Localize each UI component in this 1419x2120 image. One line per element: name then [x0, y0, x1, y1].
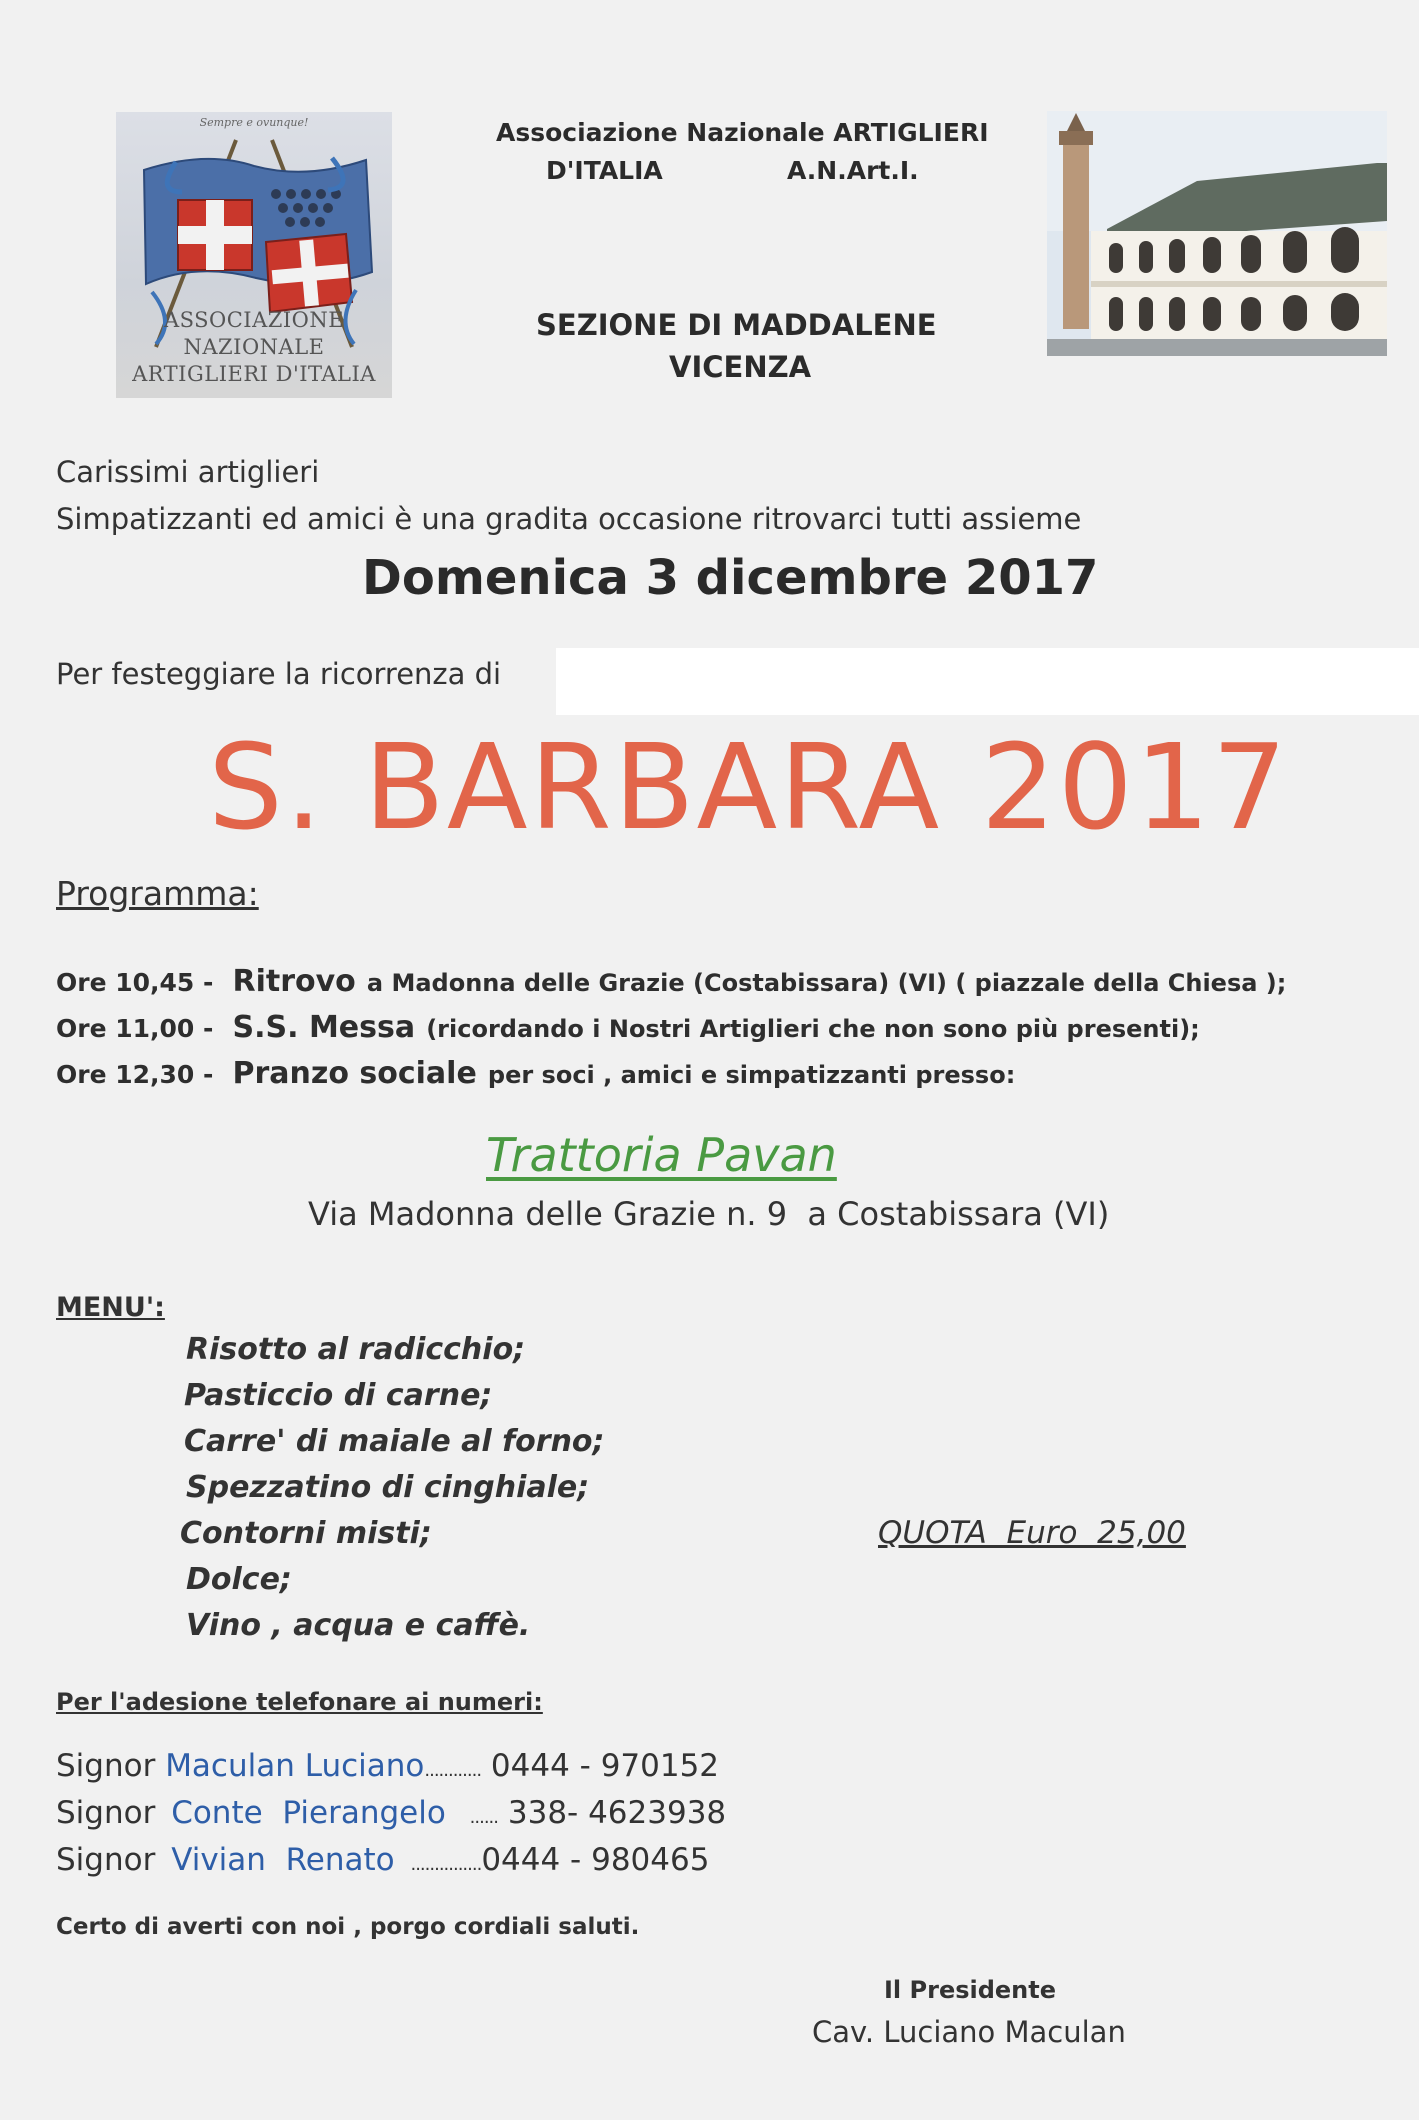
signature-name: Cav. Luciano Maculan — [812, 2015, 1126, 2049]
program-time: Ore 12,30 - — [56, 1060, 214, 1089]
program-detail: (ricordando i Nostri Artiglieri che non sono più presenti); — [426, 1015, 1200, 1043]
program-title: S.S. Messa — [232, 1010, 416, 1045]
program-heading: Programma: — [56, 874, 259, 913]
menu-heading: MENU': — [56, 1292, 165, 1323]
section-city: VICENZA — [669, 350, 812, 384]
menu-item: Vino , acqua e caffè. — [186, 1608, 531, 1643]
venue-address: Via Madonna delle Grazie n. 9 a Costabissara (VI) — [308, 1195, 1110, 1233]
logo-caption-line2: ARTIGLIERI D'ITALIA — [132, 362, 376, 386]
signature-role: Il Presidente — [884, 1976, 1057, 2004]
association-name: Associazione Nazionale ARTIGLIERI — [496, 118, 989, 147]
association-logo — [116, 112, 392, 398]
closing-text: Certo di averti con noi , porgo cordiali saluti. — [56, 1914, 640, 1940]
contacts-heading: Per l'adesione telefonare ai numeri: — [56, 1688, 543, 1716]
program-item — [56, 1056, 1015, 1091]
contact-row — [56, 1795, 726, 1831]
menu-item: Contorni misti; — [180, 1516, 432, 1551]
event-date: Domenica 3 dicembre 2017 — [362, 550, 1099, 606]
logo-caption — [116, 307, 392, 388]
menu-item: Carre' di maiale al forno; — [184, 1424, 605, 1459]
venue-name: Trattoria Pavan — [486, 1128, 837, 1182]
menu-item: Spezzatino di cinghiale; — [186, 1470, 590, 1505]
program-item — [56, 964, 1286, 999]
contact-dots: ...... — [469, 1807, 499, 1828]
redaction-box — [556, 648, 1419, 715]
basilica-photo — [1047, 111, 1387, 356]
program-title: Ritrovo — [232, 964, 356, 999]
association-country: D'ITALIA — [546, 156, 663, 185]
program-title: Pranzo sociale — [232, 1056, 477, 1091]
contact-row — [56, 1842, 709, 1878]
greeting-text: Carissimi artiglieri — [56, 455, 320, 489]
contact-row — [56, 1748, 719, 1784]
contact-title: Signor — [56, 1748, 156, 1784]
event-title: S. BARBARA 2017 — [208, 718, 1289, 856]
contact-phone: 338- 4623938 — [507, 1795, 727, 1831]
logo-caption-line1: ASSOCIAZIONE NAZIONALE — [163, 308, 345, 359]
occasion-text: Per festeggiare la ricorrenza di — [56, 657, 502, 691]
logo-motto: Sempre e ovunque! — [199, 116, 309, 129]
contact-dots: ............... — [410, 1854, 482, 1875]
menu-item: Pasticcio di carne; — [184, 1378, 493, 1413]
basilica-icon — [1047, 111, 1387, 356]
contact-name: Conte Pierangelo — [171, 1795, 446, 1831]
contact-name: Vivian Renato — [171, 1842, 395, 1878]
contact-title: Signor — [56, 1842, 156, 1878]
program-time: Ore 10,45 - — [56, 968, 214, 997]
association-acronym: A.N.Art.I. — [787, 156, 919, 185]
invite-text: Simpatizzanti ed amici è una gradita occasione ritrovarci tutti assieme — [56, 502, 1082, 536]
contact-title: Signor — [56, 1795, 156, 1831]
contact-phone: 0444 - 970152 — [490, 1748, 720, 1784]
contact-name: Maculan Luciano — [165, 1748, 425, 1784]
quota-price: QUOTA Euro 25,00 — [878, 1515, 1186, 1551]
program-detail: per soci , amici e simpatizzanti presso: — [487, 1061, 1016, 1089]
program-item — [56, 1010, 1200, 1045]
section-name: SEZIONE DI MADDALENE — [536, 308, 937, 342]
contact-phone: 0444 - 980465 — [481, 1842, 710, 1878]
program-detail: a Madonna delle Grazie (Costabissara) (VI) ( piazzale della Chiesa ); — [366, 969, 1287, 997]
program-time: Ore 11,00 - — [56, 1014, 214, 1043]
menu-item: Dolce; — [186, 1562, 292, 1597]
menu-item: Risotto al radicchio; — [186, 1332, 526, 1367]
contact-dots: ............ — [424, 1760, 482, 1781]
